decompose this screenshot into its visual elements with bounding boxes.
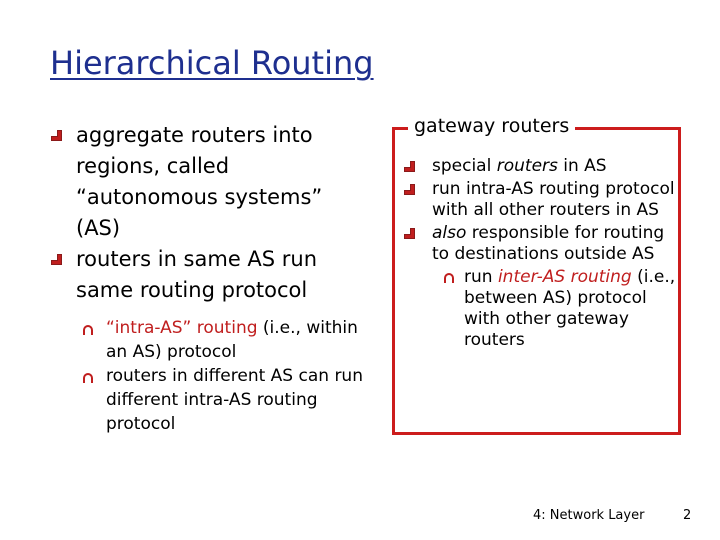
arch-bullet-icon	[83, 373, 93, 383]
arch-bullet-icon	[83, 325, 93, 335]
square-bullet-icon	[51, 130, 62, 141]
page-number: 2	[683, 508, 692, 523]
right-bullet-2	[402, 179, 677, 221]
right-column	[402, 156, 677, 351]
square-bullet-icon	[404, 228, 415, 239]
left-subbullet-1-text: (i.e., within an AS) protocol	[106, 318, 358, 362]
square-bullet-icon	[51, 254, 62, 265]
intra-as-term: “intra-AS” routing	[106, 318, 258, 338]
footer-chapter: 4: Network Layer	[533, 508, 645, 523]
left-bullet-2	[50, 244, 370, 306]
left-column	[50, 120, 370, 436]
left-bullet-1-text: aggregate routers into regions, called “autonomous systems” (AS)	[76, 123, 323, 240]
right-bullet-1	[402, 156, 677, 177]
left-subbullet-1	[50, 316, 370, 364]
right-subbullet-text: run	[464, 267, 498, 287]
gateway-routers-label: gateway routers	[408, 115, 575, 137]
also-emphasis: also	[432, 223, 467, 243]
square-bullet-icon	[404, 161, 415, 172]
arch-bullet-icon	[444, 273, 454, 283]
right-bullet-2-text: run intra-AS routing protocol with all other routers in AS	[432, 179, 675, 220]
left-bullet-1	[50, 120, 370, 244]
slide-title: Hierarchical Routing	[50, 44, 374, 82]
right-bullet-3	[402, 223, 677, 265]
right-subbullet-tail: (i.e., between AS) protocol with other gateway routers	[464, 267, 676, 350]
left-subbullet-2-text: routers in different AS can run different intra-AS routing protocol	[106, 366, 363, 434]
square-bullet-icon	[404, 184, 415, 195]
right-bullet-3-text: responsible for routing to destinations outside AS	[432, 223, 665, 264]
left-subbullet-2	[50, 364, 370, 436]
right-bullet-1-tail: in AS	[557, 156, 607, 176]
left-bullet-2-text: routers in same AS run same routing protocol	[76, 247, 318, 302]
right-bullet-1-text: special	[432, 156, 497, 176]
right-subbullet	[402, 267, 677, 351]
routers-emphasis: routers	[496, 156, 558, 176]
inter-as-term: inter-AS routing	[497, 267, 632, 287]
